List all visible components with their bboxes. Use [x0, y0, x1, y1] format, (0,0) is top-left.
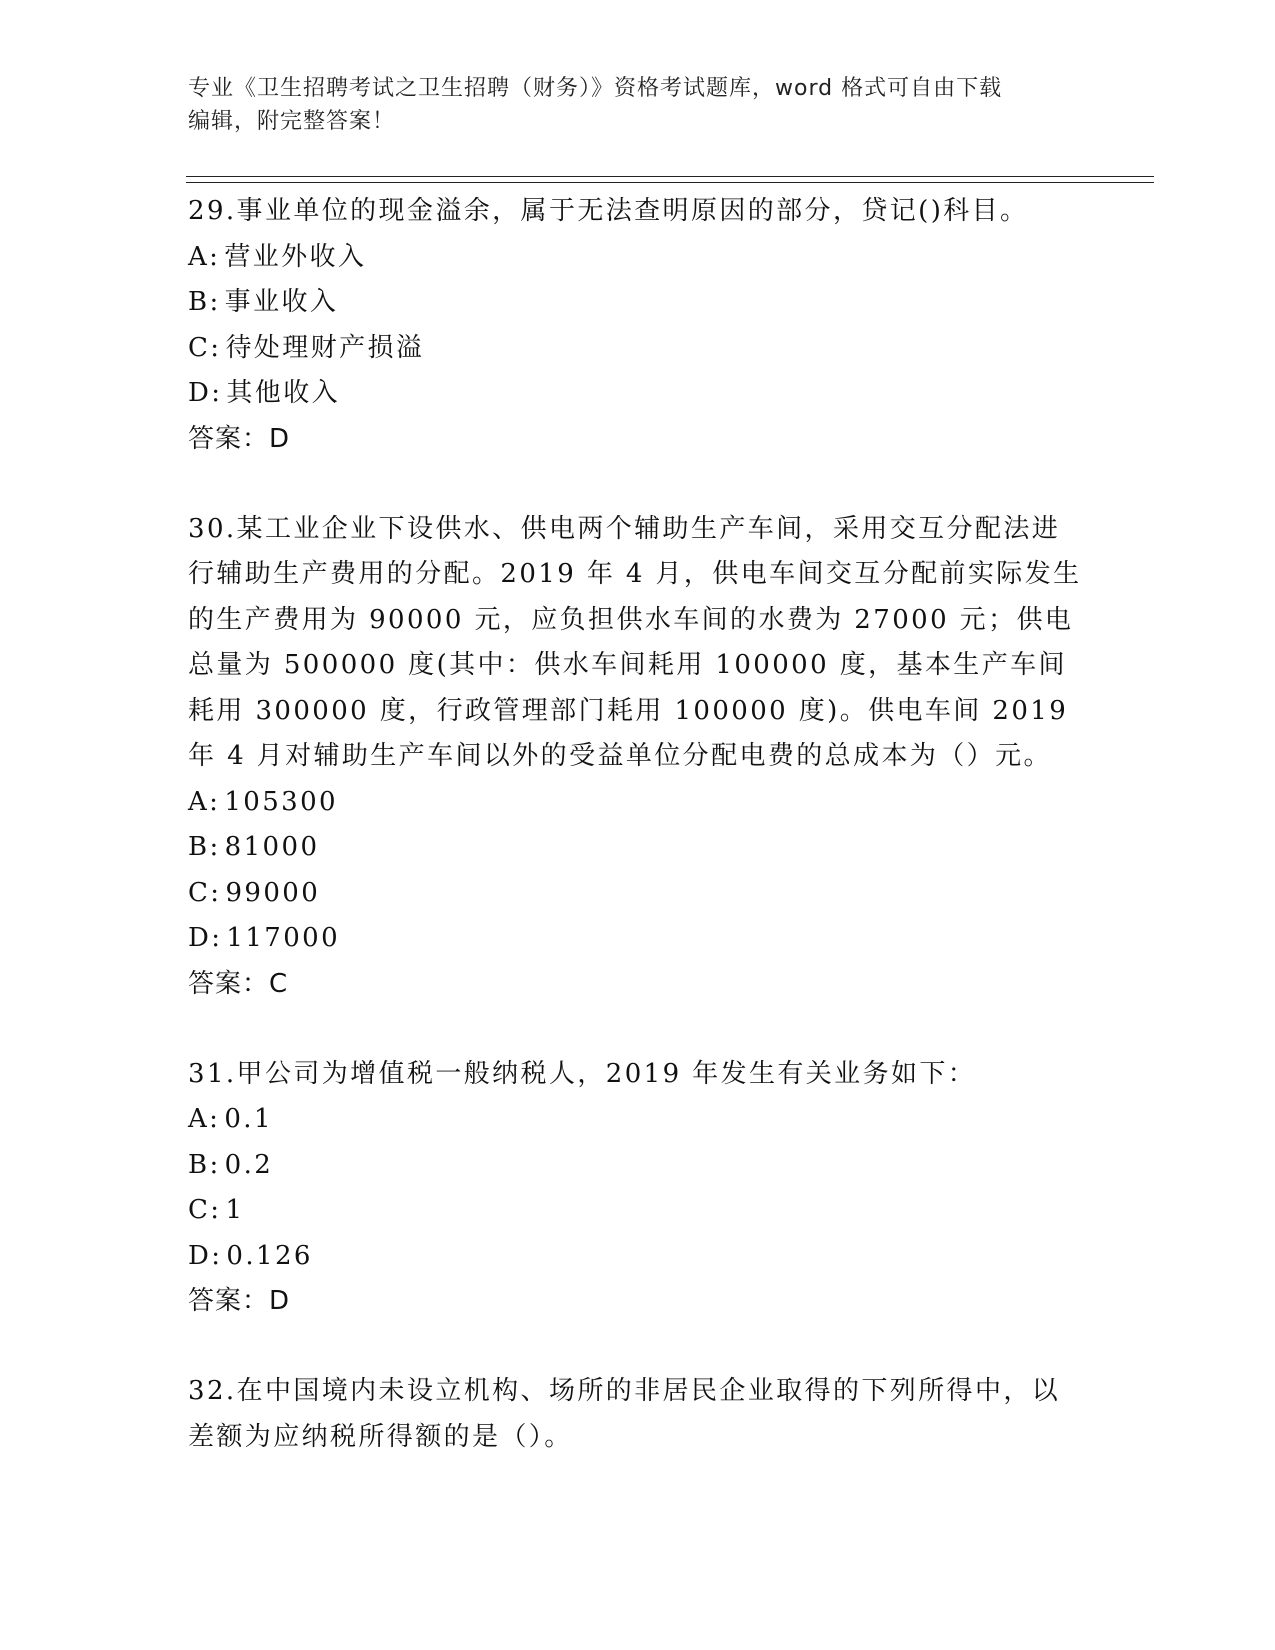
option-text: 待处理财产损溢	[225, 332, 425, 363]
option-d	[188, 371, 1088, 417]
option-letter: B:	[188, 287, 221, 317]
question-29	[188, 189, 1088, 461]
option-text: 事业收入	[224, 287, 339, 317]
option-text: 117000	[226, 923, 341, 953]
question-text: 29.事业单位的现金溢余，属于无法查明原因的部分，贷记()科目。	[188, 196, 1029, 226]
header-divider-bottom	[186, 182, 1154, 183]
option-letter: B:	[188, 832, 221, 862]
option-letter: A:	[188, 241, 221, 272]
question-text: 31.甲公司为增值税一般纳税人，2019 年发生有关业务如下：	[188, 1058, 977, 1089]
option-letter: C:	[188, 1195, 222, 1225]
option-text: 其他收入	[226, 378, 341, 408]
option-a	[188, 235, 1088, 281]
header-line-2: 编辑，附完整答案！	[188, 109, 396, 134]
header-line-1: 专业《卫生招聘考试之卫生招聘（财务）》资格考试题库，word 格式可自由下载	[188, 76, 1003, 101]
option-list	[188, 235, 1088, 417]
option-b	[188, 825, 1088, 871]
question-text: 32.在中国境内未设立机构、场所的非居民企业取得的下列所得中，以差额为应纳税所得额的是（）。	[188, 1376, 1061, 1452]
option-b	[188, 1143, 1088, 1189]
option-text: 营业外收入	[224, 241, 367, 272]
option-letter: C:	[188, 877, 222, 908]
option-letter: B:	[188, 1149, 221, 1180]
option-letter: D:	[188, 1240, 223, 1271]
option-a	[188, 1097, 1088, 1143]
option-c	[188, 326, 1088, 372]
question-text: 30.某工业企业下设供水、供电两个辅助生产车间，采用交互分配法进行辅助生产费用的分配。2019 年 4 月，供电车间交互分配前实际发生的生产费用为 90000 元，应负担供水车间的水费为 27000 元；供电总量为 500000 度(其中：供水车间耗用 100000 度，基本生产车间耗用 300000 度，行政管理部门耗用 100000 度)。供电车间 2019 年 4 月对辅助生产车间以外的受益单位分配电费的总成本为（）元。	[188, 513, 1082, 771]
option-d	[188, 916, 1088, 962]
question-31	[188, 1052, 1088, 1324]
option-a	[188, 780, 1088, 826]
option-c	[188, 871, 1088, 917]
option-list	[188, 1097, 1088, 1279]
option-text: 1	[225, 1195, 245, 1225]
answer-text: 答案：D	[188, 1286, 291, 1316]
option-text: 81000	[224, 832, 320, 862]
question-30	[188, 507, 1088, 1006]
option-d	[188, 1234, 1088, 1280]
answer-text: 答案：D	[188, 423, 291, 454]
answer-text: 答案：C	[188, 968, 289, 999]
document-header	[188, 72, 1068, 138]
option-b	[188, 280, 1088, 326]
question-32	[188, 1369, 1088, 1460]
option-text: 0.1	[224, 1104, 273, 1134]
option-letter: C:	[188, 332, 222, 363]
option-text: 99000	[225, 877, 321, 908]
option-text: 0.2	[224, 1149, 274, 1180]
option-letter: D:	[188, 923, 223, 953]
option-c	[188, 1188, 1088, 1234]
option-letter: D:	[188, 378, 223, 408]
question-list	[188, 189, 1088, 1506]
option-list	[188, 780, 1088, 962]
header-divider-top	[186, 176, 1154, 177]
option-letter: A:	[188, 1104, 221, 1134]
option-text: 105300	[224, 786, 338, 817]
option-letter: A:	[188, 786, 221, 817]
option-text: 0.126	[226, 1240, 313, 1271]
